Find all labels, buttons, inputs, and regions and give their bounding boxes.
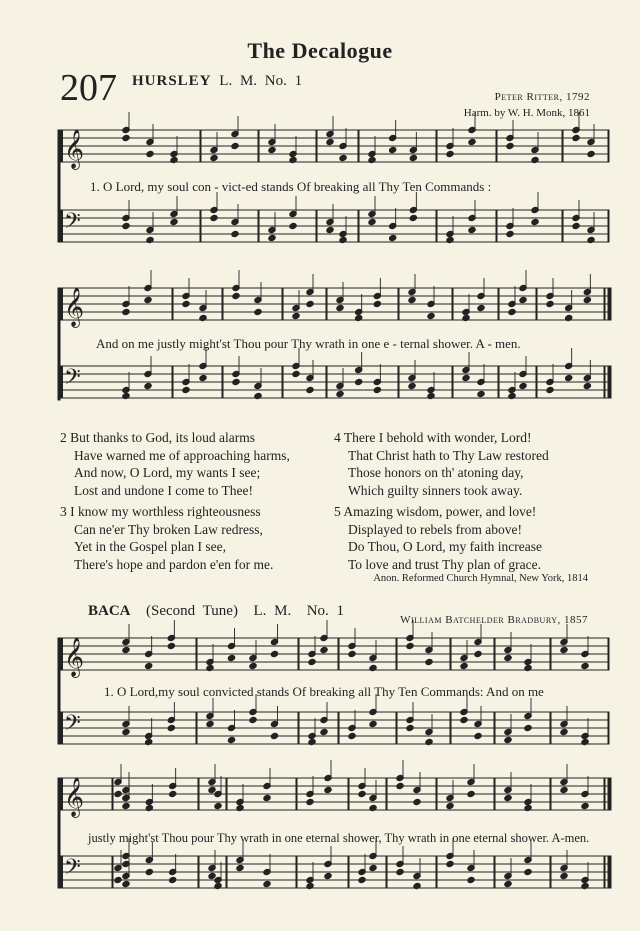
note-head bbox=[581, 738, 589, 745]
bar-line bbox=[358, 210, 359, 242]
bar-line bbox=[494, 638, 495, 670]
bar-line bbox=[436, 778, 437, 810]
note-head bbox=[339, 236, 347, 243]
note-head bbox=[446, 236, 454, 243]
verse-line: Lost and undone I come to Thee! bbox=[74, 482, 253, 498]
note-head bbox=[182, 386, 190, 393]
note-head bbox=[289, 156, 297, 163]
verse-3 bbox=[60, 503, 273, 573]
note-head bbox=[145, 738, 153, 745]
note-head bbox=[406, 724, 414, 731]
note-head bbox=[170, 218, 178, 225]
note-head bbox=[358, 790, 366, 797]
note-head bbox=[122, 222, 130, 229]
note-head bbox=[336, 304, 344, 311]
bar-line bbox=[326, 288, 327, 320]
composer-credit: Peter Ritter, 1792 bbox=[494, 91, 590, 103]
verse-line: That Christ hath to Thy Law restored bbox=[348, 447, 549, 463]
bar-line bbox=[562, 210, 563, 242]
note-head bbox=[369, 720, 377, 727]
note-head bbox=[504, 736, 512, 743]
note-head bbox=[326, 138, 334, 145]
note-head bbox=[355, 378, 363, 385]
bar-line bbox=[396, 638, 397, 670]
note-head bbox=[531, 156, 539, 163]
verse-number: 3 bbox=[60, 504, 67, 519]
bar-line bbox=[196, 638, 197, 670]
note-head bbox=[462, 314, 470, 321]
note-head bbox=[169, 876, 177, 883]
hymn-number: 207 bbox=[60, 67, 117, 109]
bar-line bbox=[608, 288, 611, 320]
bar-line bbox=[198, 778, 199, 810]
bar-line bbox=[200, 210, 201, 242]
bar-line bbox=[604, 856, 605, 888]
note-head bbox=[214, 802, 222, 809]
verse-line: Which guilty sinners took away. bbox=[348, 482, 523, 498]
bar-line bbox=[450, 712, 451, 744]
bar-line bbox=[298, 638, 299, 670]
note-head bbox=[167, 724, 175, 731]
bar-line bbox=[496, 210, 497, 242]
note-head bbox=[409, 214, 417, 221]
bar-line bbox=[198, 856, 199, 888]
note-head bbox=[524, 804, 532, 811]
bar-line bbox=[608, 778, 611, 810]
bass-clef-icon: 𝄢 bbox=[64, 209, 81, 239]
note-head bbox=[504, 880, 512, 887]
bar-line bbox=[316, 130, 317, 162]
system-bracket bbox=[58, 130, 60, 242]
note-head bbox=[306, 798, 314, 805]
tune-name: HURSLEY bbox=[132, 73, 212, 89]
verse-line: Those honors on th' atoning day, bbox=[348, 465, 524, 480]
note-head bbox=[263, 794, 271, 801]
bar-line bbox=[604, 366, 605, 398]
note-head bbox=[583, 382, 591, 389]
note-head bbox=[462, 374, 470, 381]
note-head bbox=[232, 378, 240, 385]
note-head bbox=[167, 642, 175, 649]
note-head bbox=[169, 790, 177, 797]
verse-line: I know my worthless righteousness bbox=[70, 504, 261, 519]
note-head bbox=[446, 802, 454, 809]
composer-credit: William Batchelder Bradbury, 1857 bbox=[400, 614, 588, 626]
note-head bbox=[396, 868, 404, 875]
note-head bbox=[468, 138, 476, 145]
bar-line bbox=[494, 712, 495, 744]
verse-line: Displayed to rebels from above! bbox=[348, 521, 522, 537]
verse-4 bbox=[334, 429, 549, 499]
note-head bbox=[504, 654, 512, 661]
bar-line bbox=[550, 712, 551, 744]
note-head bbox=[504, 794, 512, 801]
system-bracket bbox=[58, 778, 60, 888]
lyric-line-2: justly might'st Thou pour Thy wrath in one eternal shower, Thy wrath in one eternal shower. A-men. bbox=[88, 831, 590, 845]
note-head bbox=[460, 716, 468, 723]
note-head bbox=[146, 150, 154, 157]
note-head bbox=[581, 802, 589, 809]
note-head bbox=[581, 662, 589, 669]
note-head bbox=[320, 646, 328, 653]
note-head bbox=[565, 314, 573, 321]
bar-line bbox=[226, 778, 227, 810]
note-head bbox=[254, 308, 262, 315]
note-head bbox=[524, 724, 532, 731]
note-heads bbox=[114, 112, 595, 890]
bar-line bbox=[450, 638, 451, 670]
note-head bbox=[477, 390, 485, 397]
lyric-line-2: And on me justly might'st Thou pour Thy wrath in one e - ternal shower. A - men. bbox=[96, 336, 521, 351]
bar-line bbox=[536, 366, 537, 398]
note-head bbox=[587, 236, 595, 243]
bar-line bbox=[61, 366, 63, 398]
verse-2 bbox=[60, 429, 290, 499]
note-head bbox=[460, 662, 468, 669]
treble-clef-icon: 𝄞 bbox=[64, 637, 85, 677]
harmonizer-credit: Harm. by W. H. Monk, 1861 bbox=[463, 107, 590, 119]
bar-line bbox=[398, 288, 399, 320]
note-head bbox=[409, 154, 417, 161]
note-head bbox=[373, 386, 381, 393]
note-head bbox=[144, 296, 152, 303]
note-head bbox=[373, 300, 381, 307]
note-head bbox=[524, 868, 532, 875]
bar-line bbox=[172, 366, 173, 398]
treble-clef-icon: 𝄞 bbox=[64, 287, 85, 327]
note-head bbox=[446, 150, 454, 157]
bar-line bbox=[494, 856, 495, 888]
bar-line bbox=[61, 130, 63, 162]
bar-line bbox=[258, 210, 259, 242]
note-head bbox=[145, 868, 153, 875]
note-head bbox=[254, 392, 262, 399]
verse-line: There I behold with wonder, Lord! bbox=[343, 430, 532, 445]
lyric-line-1: 1. O Lord,my soul convicted stands Of breaking all Thy Ten Commands: And on me bbox=[104, 684, 544, 699]
note-head bbox=[306, 882, 314, 889]
note-head bbox=[408, 296, 416, 303]
verse-5 bbox=[334, 503, 542, 573]
note-head bbox=[232, 292, 240, 299]
verse-line: Yet in the Gospel plan I see, bbox=[74, 539, 226, 554]
note-head bbox=[368, 156, 376, 163]
note-head bbox=[389, 234, 397, 241]
note-head bbox=[292, 370, 300, 377]
bar-line bbox=[496, 130, 497, 162]
bar-line bbox=[326, 366, 327, 398]
note-head bbox=[389, 146, 397, 153]
note-head bbox=[306, 386, 314, 393]
note-head bbox=[122, 392, 130, 399]
bar-line bbox=[61, 210, 63, 242]
note-head bbox=[581, 882, 589, 889]
note-head bbox=[560, 872, 568, 879]
note-head bbox=[122, 802, 130, 809]
note-head bbox=[408, 382, 416, 389]
bar-line bbox=[498, 366, 499, 398]
note-head bbox=[114, 790, 122, 797]
verse-line: Do Thou, O Lord, my faith increase bbox=[348, 539, 542, 554]
note-head bbox=[227, 654, 235, 661]
note-head bbox=[236, 864, 244, 871]
note-head bbox=[236, 804, 244, 811]
note-head bbox=[231, 142, 239, 149]
note-head bbox=[122, 646, 130, 653]
bar-line bbox=[282, 288, 283, 320]
bar-line bbox=[61, 778, 63, 810]
bar-line bbox=[222, 366, 223, 398]
bar-line bbox=[498, 288, 499, 320]
bar-line bbox=[348, 778, 349, 810]
note-head bbox=[425, 738, 433, 745]
bar-line bbox=[550, 778, 551, 810]
note-head bbox=[427, 312, 435, 319]
note-head bbox=[308, 658, 316, 665]
note-head bbox=[519, 296, 527, 303]
note-head bbox=[524, 664, 532, 671]
bass-clef-icon: 𝄢 bbox=[64, 711, 81, 741]
note-head bbox=[199, 374, 207, 381]
note-head bbox=[182, 300, 190, 307]
note-head bbox=[560, 728, 568, 735]
note-head bbox=[292, 312, 300, 319]
tune-name: BACA bbox=[88, 603, 131, 619]
note-head bbox=[572, 222, 580, 229]
note-head bbox=[369, 664, 377, 671]
bar-line bbox=[61, 712, 63, 744]
note-head bbox=[308, 738, 316, 745]
note-head bbox=[406, 642, 414, 649]
note-head bbox=[413, 798, 421, 805]
note-head bbox=[306, 300, 314, 307]
note-head bbox=[206, 720, 214, 727]
note-head bbox=[146, 236, 154, 243]
note-head bbox=[369, 804, 377, 811]
note-head bbox=[355, 314, 363, 321]
verse-line: There's hope and pardon e'en for me. bbox=[74, 556, 274, 572]
bar-line bbox=[112, 856, 113, 888]
note-head bbox=[519, 382, 527, 389]
bar-line bbox=[608, 712, 609, 744]
note-head bbox=[210, 214, 218, 221]
bass-clef-icon: 𝄢 bbox=[64, 855, 81, 885]
verse-line: To love and trust Thy plan of grace. bbox=[348, 556, 542, 572]
note-head bbox=[122, 308, 130, 315]
bar-line bbox=[172, 288, 173, 320]
note-head bbox=[427, 392, 435, 399]
verse-line: And now, O Lord, my wants I see; bbox=[74, 465, 261, 480]
bar-line bbox=[562, 130, 563, 162]
note-head bbox=[565, 374, 573, 381]
note-head bbox=[474, 732, 482, 739]
verse-number: 5 bbox=[334, 504, 341, 519]
note-head bbox=[122, 728, 130, 735]
tune-number: No. 1 bbox=[264, 73, 303, 89]
note-head bbox=[214, 882, 222, 889]
note-head bbox=[348, 650, 356, 657]
note-head bbox=[369, 864, 377, 871]
note-head bbox=[546, 386, 554, 393]
bar-line bbox=[604, 288, 605, 320]
system-bracket bbox=[58, 638, 60, 744]
bar-line bbox=[296, 856, 297, 888]
note-head bbox=[122, 880, 130, 887]
bar-line bbox=[604, 778, 605, 810]
note-head bbox=[587, 150, 595, 157]
verse-line: Can ne'er Thy broken Law redress, bbox=[74, 521, 263, 537]
note-head bbox=[122, 134, 130, 141]
bar-line bbox=[196, 712, 197, 744]
note-head bbox=[249, 716, 257, 723]
note-head bbox=[560, 786, 568, 793]
verse-line: Amazing wisdom, power, and love! bbox=[343, 504, 537, 519]
note-head bbox=[114, 876, 122, 883]
bar-line bbox=[608, 856, 611, 888]
note-head bbox=[210, 154, 218, 161]
note-head bbox=[144, 382, 152, 389]
note-head bbox=[324, 786, 332, 793]
bar-line bbox=[61, 856, 63, 888]
note-head bbox=[546, 300, 554, 307]
note-head bbox=[474, 650, 482, 657]
bar-line bbox=[358, 130, 359, 162]
bar-line bbox=[296, 778, 297, 810]
source-credit: Anon. Reformed Church Hymnal, New York, 1814 bbox=[373, 573, 588, 584]
note-head bbox=[468, 226, 476, 233]
note-head bbox=[145, 804, 153, 811]
note-head bbox=[145, 662, 153, 669]
tune-subtitle: (Second Tune) bbox=[146, 603, 238, 619]
note-head bbox=[324, 872, 332, 879]
note-head bbox=[320, 728, 328, 735]
note-head bbox=[508, 308, 516, 315]
note-head bbox=[170, 156, 178, 163]
note-head bbox=[263, 880, 271, 887]
note-head bbox=[467, 876, 475, 883]
note-head bbox=[413, 882, 421, 889]
bar-line bbox=[348, 856, 349, 888]
note-head bbox=[270, 732, 278, 739]
note-head bbox=[560, 646, 568, 653]
treble-clef-icon: 𝄞 bbox=[64, 777, 85, 817]
note-head bbox=[348, 732, 356, 739]
page-title: The Decalogue bbox=[247, 38, 393, 63]
note-head bbox=[336, 390, 344, 397]
note-head bbox=[199, 314, 207, 321]
note-head bbox=[477, 304, 485, 311]
bar-line bbox=[338, 712, 339, 744]
bar-line bbox=[258, 130, 259, 162]
verse-number: 2 bbox=[60, 430, 67, 445]
note-head bbox=[506, 142, 514, 149]
note-head bbox=[425, 658, 433, 665]
verse-line: But thanks to God, its loud alarms bbox=[70, 430, 255, 445]
bar-line bbox=[550, 856, 551, 888]
note-head bbox=[508, 392, 516, 399]
note-head bbox=[122, 794, 130, 801]
bass-clef-icon: 𝄢 bbox=[64, 365, 81, 395]
note-head bbox=[446, 860, 454, 867]
note-head bbox=[506, 230, 514, 237]
note-head bbox=[268, 234, 276, 241]
bar-line bbox=[61, 288, 63, 320]
note-head bbox=[289, 222, 297, 229]
meter: L. M. bbox=[253, 603, 292, 619]
note-head bbox=[206, 664, 214, 671]
bar-line bbox=[608, 638, 609, 670]
treble-clef-icon: 𝄞 bbox=[64, 129, 85, 169]
note-head bbox=[227, 736, 235, 743]
bar-line bbox=[608, 366, 611, 398]
note-head bbox=[358, 876, 366, 883]
note-head bbox=[368, 218, 376, 225]
bar-line bbox=[550, 638, 551, 670]
bar-line bbox=[536, 288, 537, 320]
bar-line bbox=[436, 130, 437, 162]
verse-line: Have warned me of approaching harms, bbox=[74, 447, 290, 463]
note-head bbox=[396, 782, 404, 789]
system-bracket bbox=[58, 288, 60, 400]
tune-number: No. 1 bbox=[306, 603, 345, 619]
bar-line bbox=[452, 288, 453, 320]
bar-line bbox=[200, 130, 201, 162]
bar-line bbox=[386, 856, 387, 888]
bar-line bbox=[608, 210, 609, 242]
meter: L. M. bbox=[219, 73, 258, 89]
bar-line bbox=[452, 366, 453, 398]
bar-line bbox=[396, 712, 397, 744]
bar-line bbox=[494, 778, 495, 810]
note-head bbox=[531, 218, 539, 225]
bar-line bbox=[436, 856, 437, 888]
note-head bbox=[231, 230, 239, 237]
note-head bbox=[326, 226, 334, 233]
bar-line bbox=[298, 712, 299, 744]
bar-line bbox=[316, 210, 317, 242]
bar-line bbox=[222, 288, 223, 320]
note-head bbox=[467, 790, 475, 797]
verse-number: 4 bbox=[334, 430, 341, 445]
baca-tune-line bbox=[88, 603, 344, 620]
bar-line bbox=[338, 638, 339, 670]
note-head bbox=[339, 154, 347, 161]
note-head bbox=[572, 134, 580, 141]
note-head bbox=[270, 650, 278, 657]
note-head bbox=[583, 296, 591, 303]
bar-line bbox=[386, 778, 387, 810]
bar-line bbox=[282, 366, 283, 398]
bar-line bbox=[608, 130, 609, 162]
bar-line bbox=[226, 856, 227, 888]
bar-line bbox=[112, 778, 113, 810]
lyric-line-1: 1. O Lord, my soul con - vict-ed stands Of breaking all Thy Ten Commands : bbox=[90, 179, 492, 194]
note-head bbox=[249, 662, 257, 669]
note-head bbox=[268, 146, 276, 153]
bar-line bbox=[398, 366, 399, 398]
bar-line bbox=[436, 210, 437, 242]
bar-line bbox=[61, 638, 63, 670]
